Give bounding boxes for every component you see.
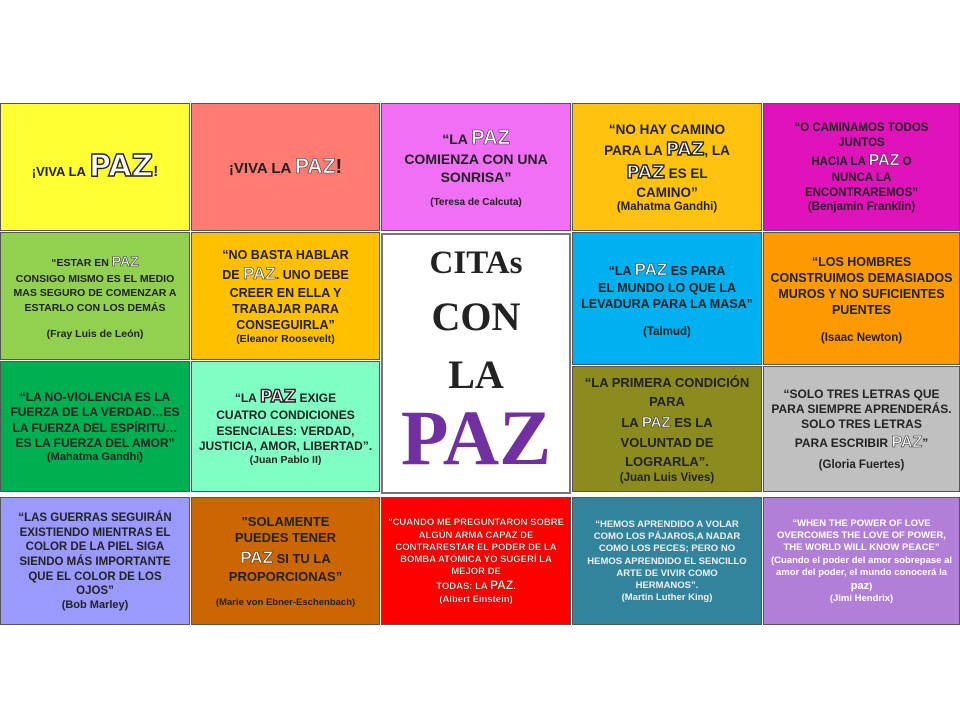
paz-word: PAZ xyxy=(89,148,154,184)
quote-line: SI TU LA xyxy=(272,550,331,566)
quote-rest: COMIENZA CON UNA SONRISA” xyxy=(404,151,548,186)
quote-text xyxy=(774,121,949,200)
quote-text xyxy=(216,514,356,586)
quote-line: PROPORCIONAS” xyxy=(228,568,343,584)
quote-text xyxy=(577,374,757,471)
quote-text xyxy=(32,148,159,186)
quote-card-10 xyxy=(763,232,960,365)
paz-word: PAZ xyxy=(294,154,336,178)
quote-line: ” xyxy=(934,542,940,554)
quote-author: (Gloria Fuertes) xyxy=(818,459,905,472)
quote-card-9 xyxy=(572,232,762,365)
quote-author: (Teresa de Calcuta) xyxy=(430,197,522,209)
quote-text xyxy=(768,518,955,593)
quote-author: (Talmud) xyxy=(643,326,691,339)
quote-line: “LA PRIMERA CONDICIÓN PARA xyxy=(584,375,750,410)
quote-open: “ESTAR EN xyxy=(51,257,112,270)
quote-card-18 xyxy=(381,497,571,625)
quote-card-14 xyxy=(572,366,762,492)
paz-word: PAZ xyxy=(243,264,276,284)
quote-prefix: ¡VIVA LA xyxy=(31,163,90,179)
paz-word: paz xyxy=(850,579,870,592)
quote-line: “WHEN THE POWER OF LOVE OVERCOMES THE LOVE OF POWER, THE WORLD WILL KNOW xyxy=(777,518,946,554)
paz-word: PAZ xyxy=(259,386,297,407)
quote-line: “SOLO TRES LETRAS QUE PARA SIEMPRE APRENDERÁS. xyxy=(771,386,952,417)
quote-author: (Mahatma Gandhi) xyxy=(616,201,718,214)
quote-card-12 xyxy=(191,361,380,492)
quote-open: “LA xyxy=(442,130,472,147)
quote-line: “O CAMINAMOS TODOS JUNTOS xyxy=(794,122,929,150)
quote-text xyxy=(386,517,566,593)
quote-line: . UNO DEBE xyxy=(275,268,349,283)
quote-author: (Juan Luis Vives) xyxy=(619,471,715,484)
quote-card-5 xyxy=(763,103,960,231)
quote-line: “NO HAY CAMINO xyxy=(608,121,726,137)
quote-line: “NO BASTA HABLAR xyxy=(222,248,349,263)
quote-card-16 xyxy=(0,497,190,625)
quote-line: ES LA xyxy=(670,415,713,431)
quote-line: . xyxy=(513,581,516,593)
quote-author: (Fray Luis de León) xyxy=(46,327,144,340)
quote-line: DE xyxy=(222,268,244,283)
quote-suffix: ! xyxy=(153,162,159,180)
quote-line: LA xyxy=(621,415,642,431)
quote-text xyxy=(229,154,342,181)
quote-line: CAMINO” xyxy=(636,185,698,201)
quote-open: “LA xyxy=(608,263,635,278)
center-title-line: CITAs xyxy=(429,245,523,281)
quote-card-3 xyxy=(381,103,571,231)
quote-text: “LOS HOMBRES CONSTRUIMOS DEMASIADOS MUROS Y NO SUFICIENTES PUENTES xyxy=(770,254,953,317)
quote-card-20 xyxy=(763,497,960,625)
peace-word: PEACE xyxy=(902,542,935,554)
quote-rest: CREER EN ELLA Y TRABAJAR PARA CONSEGUIRLA” xyxy=(229,285,342,332)
quote-line: ) xyxy=(869,580,873,592)
quote-author: (Juan Pablo II) xyxy=(249,454,322,467)
quote-author: (Eleanor Roosevelt) xyxy=(236,332,335,345)
quote-prefix: ¡VIVA LA xyxy=(228,159,295,177)
quote-author: (Albert Einstein) xyxy=(439,593,513,605)
quote-card-6 xyxy=(0,232,190,360)
paz-word: PAZ xyxy=(471,126,510,149)
quote-text: “LA NO-VIOLENCIA ES LA FUERZA DE LA VERDAD…ES LA FUERZA DEL ESPÍRITU…ES LA FUERZA DEL AMOR” xyxy=(10,389,180,450)
quote-line: SOLO TRES LETRAS xyxy=(801,417,922,432)
paz-word: PAZ xyxy=(868,151,900,169)
quote-text xyxy=(5,252,185,316)
quote-line: ES PARA xyxy=(667,263,726,278)
quote-author: (Martin Luther King) xyxy=(621,591,713,603)
quote-line: (Cuando el poder del amor sobrepase al amor del poder, el mundo conocerá la xyxy=(770,554,953,578)
paz-word: PAZ xyxy=(626,162,665,183)
quote-rest: CUATRO CONDICIONES ESENCIALES: VERDAD, JUSTICIA, AMOR, LIBERTAD”. xyxy=(198,408,373,454)
quote-author: (Mahatma Gandhi) xyxy=(47,451,143,464)
paz-word: PAZ xyxy=(634,259,668,279)
quote-author: (Jimi Hendrix) xyxy=(829,592,894,604)
quote-line: , LA xyxy=(704,142,730,158)
quote-card-4 xyxy=(572,103,762,231)
center-title-line: LA xyxy=(448,352,504,397)
quote-line: EXIGE xyxy=(296,390,337,405)
quote-text xyxy=(577,259,757,313)
quote-text xyxy=(768,387,955,454)
quote-card-17 xyxy=(191,497,380,625)
quote-card-11 xyxy=(0,361,190,492)
quote-line: PARA ESCRIBIR xyxy=(794,435,892,450)
paz-word: PAZ xyxy=(641,414,671,432)
quote-card-19 xyxy=(572,497,762,625)
quote-rest: CONSIGO MISMO ES EL MEDIO MAS SEGURO DE COMENZAR A ESTARLO CON LOS DEMÁS xyxy=(13,272,177,315)
quote-card-15 xyxy=(763,366,960,492)
quote-text: “LAS GUERRAS SEGUIRÁN EXISTIENDO MIENTRAS EL COLOR DE LA PIEL SIGA SIENDO MÁS IMPORTANTE QUE EL COLOR DE LOS OJOS” xyxy=(18,511,172,598)
quote-author: (Marie von Ebner-Eschenbach) xyxy=(215,597,356,609)
paz-word: PAZ xyxy=(490,578,514,593)
quote-rest: EL MUNDO LO QUE LA LEVADURA PARA LA MASA” xyxy=(581,281,753,312)
quote-author: (Bob Marley) xyxy=(61,599,129,612)
quote-text: “HEMOS APRENDIDO A VOLAR COMO LOS PÁJAROS,A NADAR COMO LOS PECES; PERO NO HEMOS APRENDIDO EL SENCILLO ARTE DE VIVIR COMO HERMANOS”. xyxy=(587,519,747,591)
quote-line: PARA LA xyxy=(604,142,666,158)
center-title-line: CON xyxy=(431,294,521,339)
quote-card-1 xyxy=(0,103,190,231)
quote-line: TODAS: LA xyxy=(436,581,491,593)
quote-rest: VOLUNTAD DE LOGRARLA”. xyxy=(620,434,714,469)
quote-line: O xyxy=(899,155,912,168)
quote-author: (Isaac Newton) xyxy=(820,331,903,344)
quote-line: "SOLAMENTE PUEDES TENER xyxy=(234,513,337,546)
center-title-panel xyxy=(381,233,571,494)
quote-card-2 xyxy=(191,103,380,231)
paz-word: PAZ xyxy=(240,547,273,567)
quote-line: ES EL xyxy=(664,166,708,181)
quote-text xyxy=(196,387,375,455)
quote-text xyxy=(386,126,566,187)
quote-line: HACIA LA xyxy=(811,155,869,168)
quote-card-7 xyxy=(191,232,380,360)
center-title-paz: PAZ xyxy=(400,394,552,481)
quote-line: "CUANDO ME PREGUNTARON SOBRE ALGÚN ARMA CAPAZ DE CONTRARESTAR EL PODER DE LA BOMBA ATÓMICA YO SUGERÍ LA MEJOR DE xyxy=(388,517,564,578)
quote-suffix: ! xyxy=(335,155,343,178)
quote-open: “LA xyxy=(234,390,260,405)
quote-line: NUNCA LA ENCONTRAREMOS” xyxy=(804,172,919,199)
quote-line: ” xyxy=(922,435,929,450)
paz-word: PAZ xyxy=(111,253,139,270)
quote-text xyxy=(604,121,730,202)
quote-author: (Benjamin Franklin) xyxy=(807,200,916,213)
paz-word: PAZ xyxy=(891,433,923,451)
quote-text xyxy=(208,247,363,333)
paz-word: PAZ xyxy=(665,138,705,160)
